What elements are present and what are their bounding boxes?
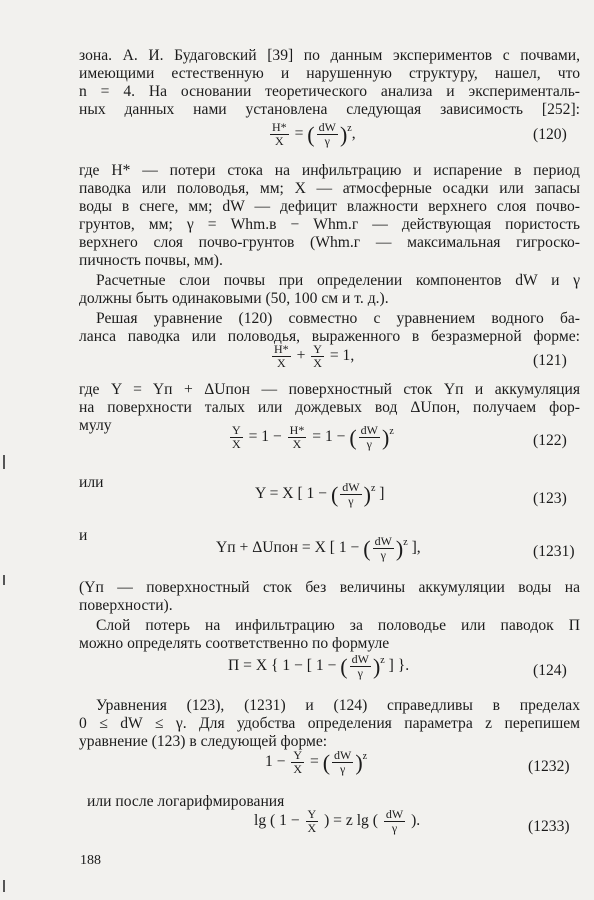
text-line: ных данных нами установлена следующая зависимость [252]:	[79, 101, 580, 118]
equation-123: Y = X [ 1 − ( $\frac{dW}{\gamma}$ )$^z$ ]	[255, 479, 385, 508]
text-line: можно определять соответственно по формуле	[79, 635, 390, 652]
text-line: Решая уравнение (120) совместно с уравнением водного ба-	[96, 310, 580, 327]
equation-number: (120)	[533, 126, 567, 143]
text-line: Расчетные слои почвы при определении компонентов dW и γ	[96, 272, 580, 289]
text-line: уравнение (123) в следующей форме:	[79, 733, 328, 750]
text-line: 0 ≤ dW ≤ γ. Для удобства определения параметра z перепишем	[79, 715, 580, 732]
equation-123-1: Yп + ΔUпон = X [ 1 − ( $\frac{dW}{\gamma}$ )$^z$ ],	[216, 533, 421, 562]
text-line: зона. А. И. Будаговский [39] по данным экспериментов с почвами,	[79, 47, 580, 64]
text-line: паводка или половодья, мм; X — атмосферные осадки или запасы	[79, 180, 580, 197]
equation-number: (1232)	[528, 758, 570, 775]
scan-mark	[3, 880, 5, 892]
equation-number: (124)	[533, 662, 567, 679]
text-line: где H* — потери стока на инфильтрацию и испарение в период	[79, 162, 580, 179]
text-line: мулу	[79, 417, 112, 434]
scan-mark	[3, 575, 5, 585]
equation-123-3: lg ( 1 − $\frac{Y}{X}$ ) = z lg ( $\frac{dW}{\gamma}$ ).	[254, 807, 421, 835]
equation-124: П = X { 1 − [ 1 − ( $\frac{dW}{\gamma}$ )$^z$ ] }.	[228, 651, 410, 680]
equation-121: $\frac{H*}{X}$ + $\frac{Y}{X}$ = 1,	[274, 342, 355, 370]
equation-number: (121)	[533, 352, 567, 369]
text-line: поверхности).	[79, 597, 173, 614]
text-line: имеющими естественную и нарушенную структуру, нашел, что	[79, 65, 580, 82]
text-line: (Yп — поверхностный сток без величины аккумуляции воды на	[79, 579, 580, 596]
text-line: воды в снеге, мм; dW — дефицит влажности верхнего слоя почво-	[79, 198, 580, 215]
equation-120: $\frac{H*}{X}$ = ( $\frac{dW}{\gamma}$ )$^z$,	[272, 119, 356, 148]
text-line: или после логарифмирования	[87, 793, 285, 810]
equation-number: (123)	[533, 490, 567, 507]
text-line: на поверхности талых или дождевых вод ΔUпон, получаем фор-	[79, 399, 580, 416]
text-line: верхнего слоя почво-грунтов (Whm.г — максимальная гигроско-	[79, 234, 580, 251]
equation-number: (122)	[533, 432, 567, 449]
text-line: или	[79, 474, 104, 491]
equation-number: (1233)	[528, 818, 570, 835]
text-line: грунтов, мм; γ = Whm.в − Whm.г — действующая пористость	[79, 216, 580, 233]
text-line: где Y = Yп + ΔUпон — поверхностный сток Yп и аккумуляция	[79, 381, 580, 398]
equation-number: (1231)	[533, 543, 575, 560]
text-line: Слой потерь на инфильтрацию за половодье или паводок П	[96, 617, 580, 634]
text-line: n = 4. На основании теоретического анализа и эксперименталь-	[79, 83, 580, 100]
text-line: ланса паводка или половодья, выраженного в безразмерной форме:	[79, 328, 580, 345]
equation-123-2: 1 − $\frac{Y}{X}$ = ( $\frac{dW}{\gamma}$ )$^z$	[265, 747, 368, 776]
text-line: и	[79, 527, 88, 544]
scan-mark	[3, 455, 5, 469]
text-line: Уравнения (123), (1231) и (124) справедливы в пределах	[96, 697, 580, 714]
text-line: должны быть одинаковыми (50, 100 см и т. д.).	[79, 290, 389, 307]
text-line: пичность почвы, мм).	[79, 252, 223, 269]
equation-122: $\frac{Y}{X}$ = 1 − $\frac{H*}{X}$ = 1 − ( $\frac{dW}{\gamma}$ )$^z$	[232, 422, 394, 451]
page-number: 188	[80, 853, 101, 868]
